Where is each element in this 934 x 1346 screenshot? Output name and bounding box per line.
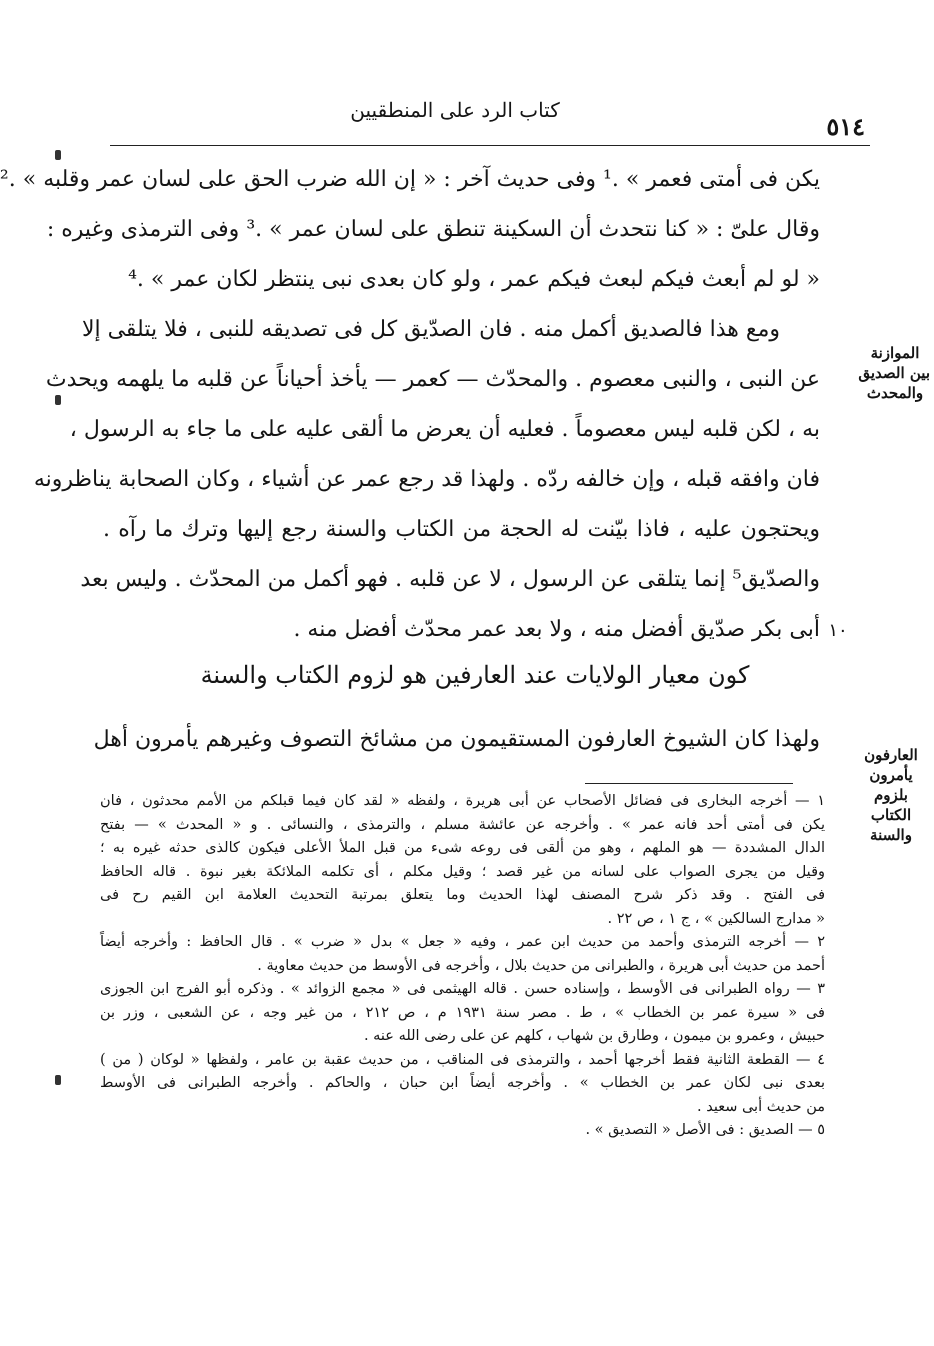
main-text xyxy=(0,155,820,655)
text-line: به ، لكن قلبه ليس معصوماً . فعليه أن يعرض ما ألقى عليه على ما جاء به الرسول ، xyxy=(69,417,820,442)
text-line: أبى بكر صدّيق أفضل منه ، ولا بعد عمر محدّث أفضل منه . xyxy=(293,617,820,642)
text-line: ويحتجون عليه ، فاذا بيّنت له الحجة من الكتاب والسنة رجع إليها وترك ما رآه . xyxy=(103,517,820,542)
footnote-rule xyxy=(585,783,793,784)
footnote-number: ٥ — xyxy=(798,1122,825,1138)
footnote-line xyxy=(100,931,825,955)
footnote-text: أخرجه الترمذى وأحمد من حديث ابن عمر ، وفيه « جعل » بدل « ضرب » . قال الحافظ : وأخرجه أيضاً xyxy=(100,934,787,950)
text-line: يكن فى أمتى فعمر » .¹ وفى حديث آخر : « إن الله ضرب الحق على لسان عمر وقلبه » .² xyxy=(0,167,820,192)
footnote-text: رواه الطبرانى فى الأوسط ، وإسناده حسن . قاله الهيثمى فى « مجمع الزوائد » . وذكره أبو الفرج ابن الجوزى xyxy=(100,981,790,997)
footnote-line: حبيش ، وعمرو بن ميمون ، وطارق بن شهاب ، كلهم عن على رضى الله عنه . xyxy=(363,1028,825,1044)
margin-note-sunnah xyxy=(855,745,927,845)
margin-note-comparison xyxy=(860,343,930,403)
footnote-number: ٤ — xyxy=(796,1051,825,1068)
footnote-line: بعدى نبى لكان عمر بن الخطاب » . وأخرجه أيضاً ابن حبان ، والحاكم . وأخرجه الطبرانى فى الأوسط xyxy=(100,1075,825,1091)
margin-note-line: والسنة xyxy=(870,826,912,844)
margin-note-line: يأمرون xyxy=(869,766,913,784)
margin-note-line: الكتاب xyxy=(870,806,912,824)
footnote-line: يكن فى أمتى أحد فانه عمر » . وأخرجه عن عائشة مسلم ، والترمذى ، والنسائى . و « المحدث » — بفتح xyxy=(100,816,825,833)
footnote-text: الصديق : فى الأصل « التصديق » . xyxy=(585,1122,794,1138)
line-number: ١٠ xyxy=(828,620,848,641)
footnote-line: الدال المشددة — هو الملهم ، وهو من ألقى فى روعه شىء من قبل الملأ الأعلى فيكون كالذى حدثه غيره به ؛ xyxy=(100,840,825,856)
footnote-line: « مدارج السالكين » ، ج ١ ، ص ٢٢ . xyxy=(607,910,825,927)
footnote-line: فى « سيرة عمر بن الخطاب » ، ط . مصر سنة ١٩٣١ م ، ص ٢١٢ ، من غير وجه ، عن الشعبى ، وزر بن xyxy=(100,1004,825,1021)
text-line: عن النبى ، والنبى معصوم . والمحدّث — كعمر — يأخذ أحياناً عن قلبه ما يلهمه ويحدث xyxy=(45,367,820,392)
footnote-line: وقيل من يجرى الصواب على لسانه من غير قصد ؛ وقيل مكلم ، أى تكلمه الملائكة بغير نبوة . قاله الحافظ xyxy=(100,863,825,880)
footnote-line: أحمد من حديث أبى هريرة ، والطبرانى من حديث بلال ، وأخرجه فى الأوسط من حديث معاوية . xyxy=(257,957,825,974)
footnote-number: ٣ — xyxy=(796,981,826,997)
margin-note-line: بين الصديق xyxy=(858,364,930,382)
text-line: وقال علىّ : « كنا نتحدث أن السكينة تنطق على لسان عمر » .³ وفى الترمذى وغيره : xyxy=(46,217,820,242)
footnote-text: القطعة الثانية فقط أخرجها أحمد ، والترمذى فى المناقب ، من حديث عقبة بن عامر ، ولفظها « لوكان ( من ) xyxy=(100,1051,790,1068)
footnote-line xyxy=(100,790,825,814)
text-line: ومع هذا فالصديق أكمل منه . فان الصدّيق كل فى تصديقه للنبى ، فلا يتلقى إلا xyxy=(81,317,780,342)
page-number: ٥١٤ xyxy=(826,112,865,141)
section-text xyxy=(93,715,820,765)
margin-note-line: العارفون xyxy=(864,746,918,764)
section-heading: كون معيار الولايات عند العارفين هو لزوم الكتاب والسنة xyxy=(200,661,750,689)
text-line: والصدّيق⁵ إنما يتلقى عن الرسول ، لا عن قلبه . فهو أكمل من المحدّث . وليس بعد xyxy=(80,567,820,592)
margin-note-line: الموازنة xyxy=(870,344,920,362)
running-title: كتاب الرد على المنطقيين xyxy=(350,98,560,122)
text-line: ولهذا كان الشيوخ العارفون المستقيمون من مشائخ التصوف وغيرهم يأمرون أهل xyxy=(93,727,820,752)
header-rule xyxy=(110,145,870,146)
footnote-number: ١ — xyxy=(795,793,826,809)
text-line: « لو لم أبعث فيكم لبعث فيكم عمر ، ولو كان بعدى نبى ينتظر لكان عمر » .⁴ xyxy=(128,267,820,292)
margin-note-line: والمحدث xyxy=(866,384,924,402)
footnote-text: أخرجه البخارى فى فضائل الأصحاب عن أبى هريرة ، ولفظه « لقد كان فيما قبلكم من الأمم محدثون ، فان xyxy=(100,793,788,809)
margin-note-line: بلزوم xyxy=(874,786,908,804)
footnote-number: ٢ — xyxy=(794,934,826,950)
footnote-line xyxy=(100,1119,825,1143)
footnotes xyxy=(100,790,825,1143)
footnote-line xyxy=(100,1049,825,1073)
text-line: فان وافقه قبله ، وإن خالفه ردّه . ولهذا قد رجع عمر عن أشياء ، وكان الصحابة يناظرونه xyxy=(33,467,820,492)
footnote-line: فى الفتح . وقد ذكر شرح المصنف لهذا الحديث وما يتعلق بمرتبة التحديث العلامة ابن القيم رح فى xyxy=(100,887,825,903)
footnote-line: من حديث أبى سعيد . xyxy=(697,1098,825,1115)
scan-edge-mark xyxy=(55,1075,61,1085)
footnote-line xyxy=(100,978,825,1002)
